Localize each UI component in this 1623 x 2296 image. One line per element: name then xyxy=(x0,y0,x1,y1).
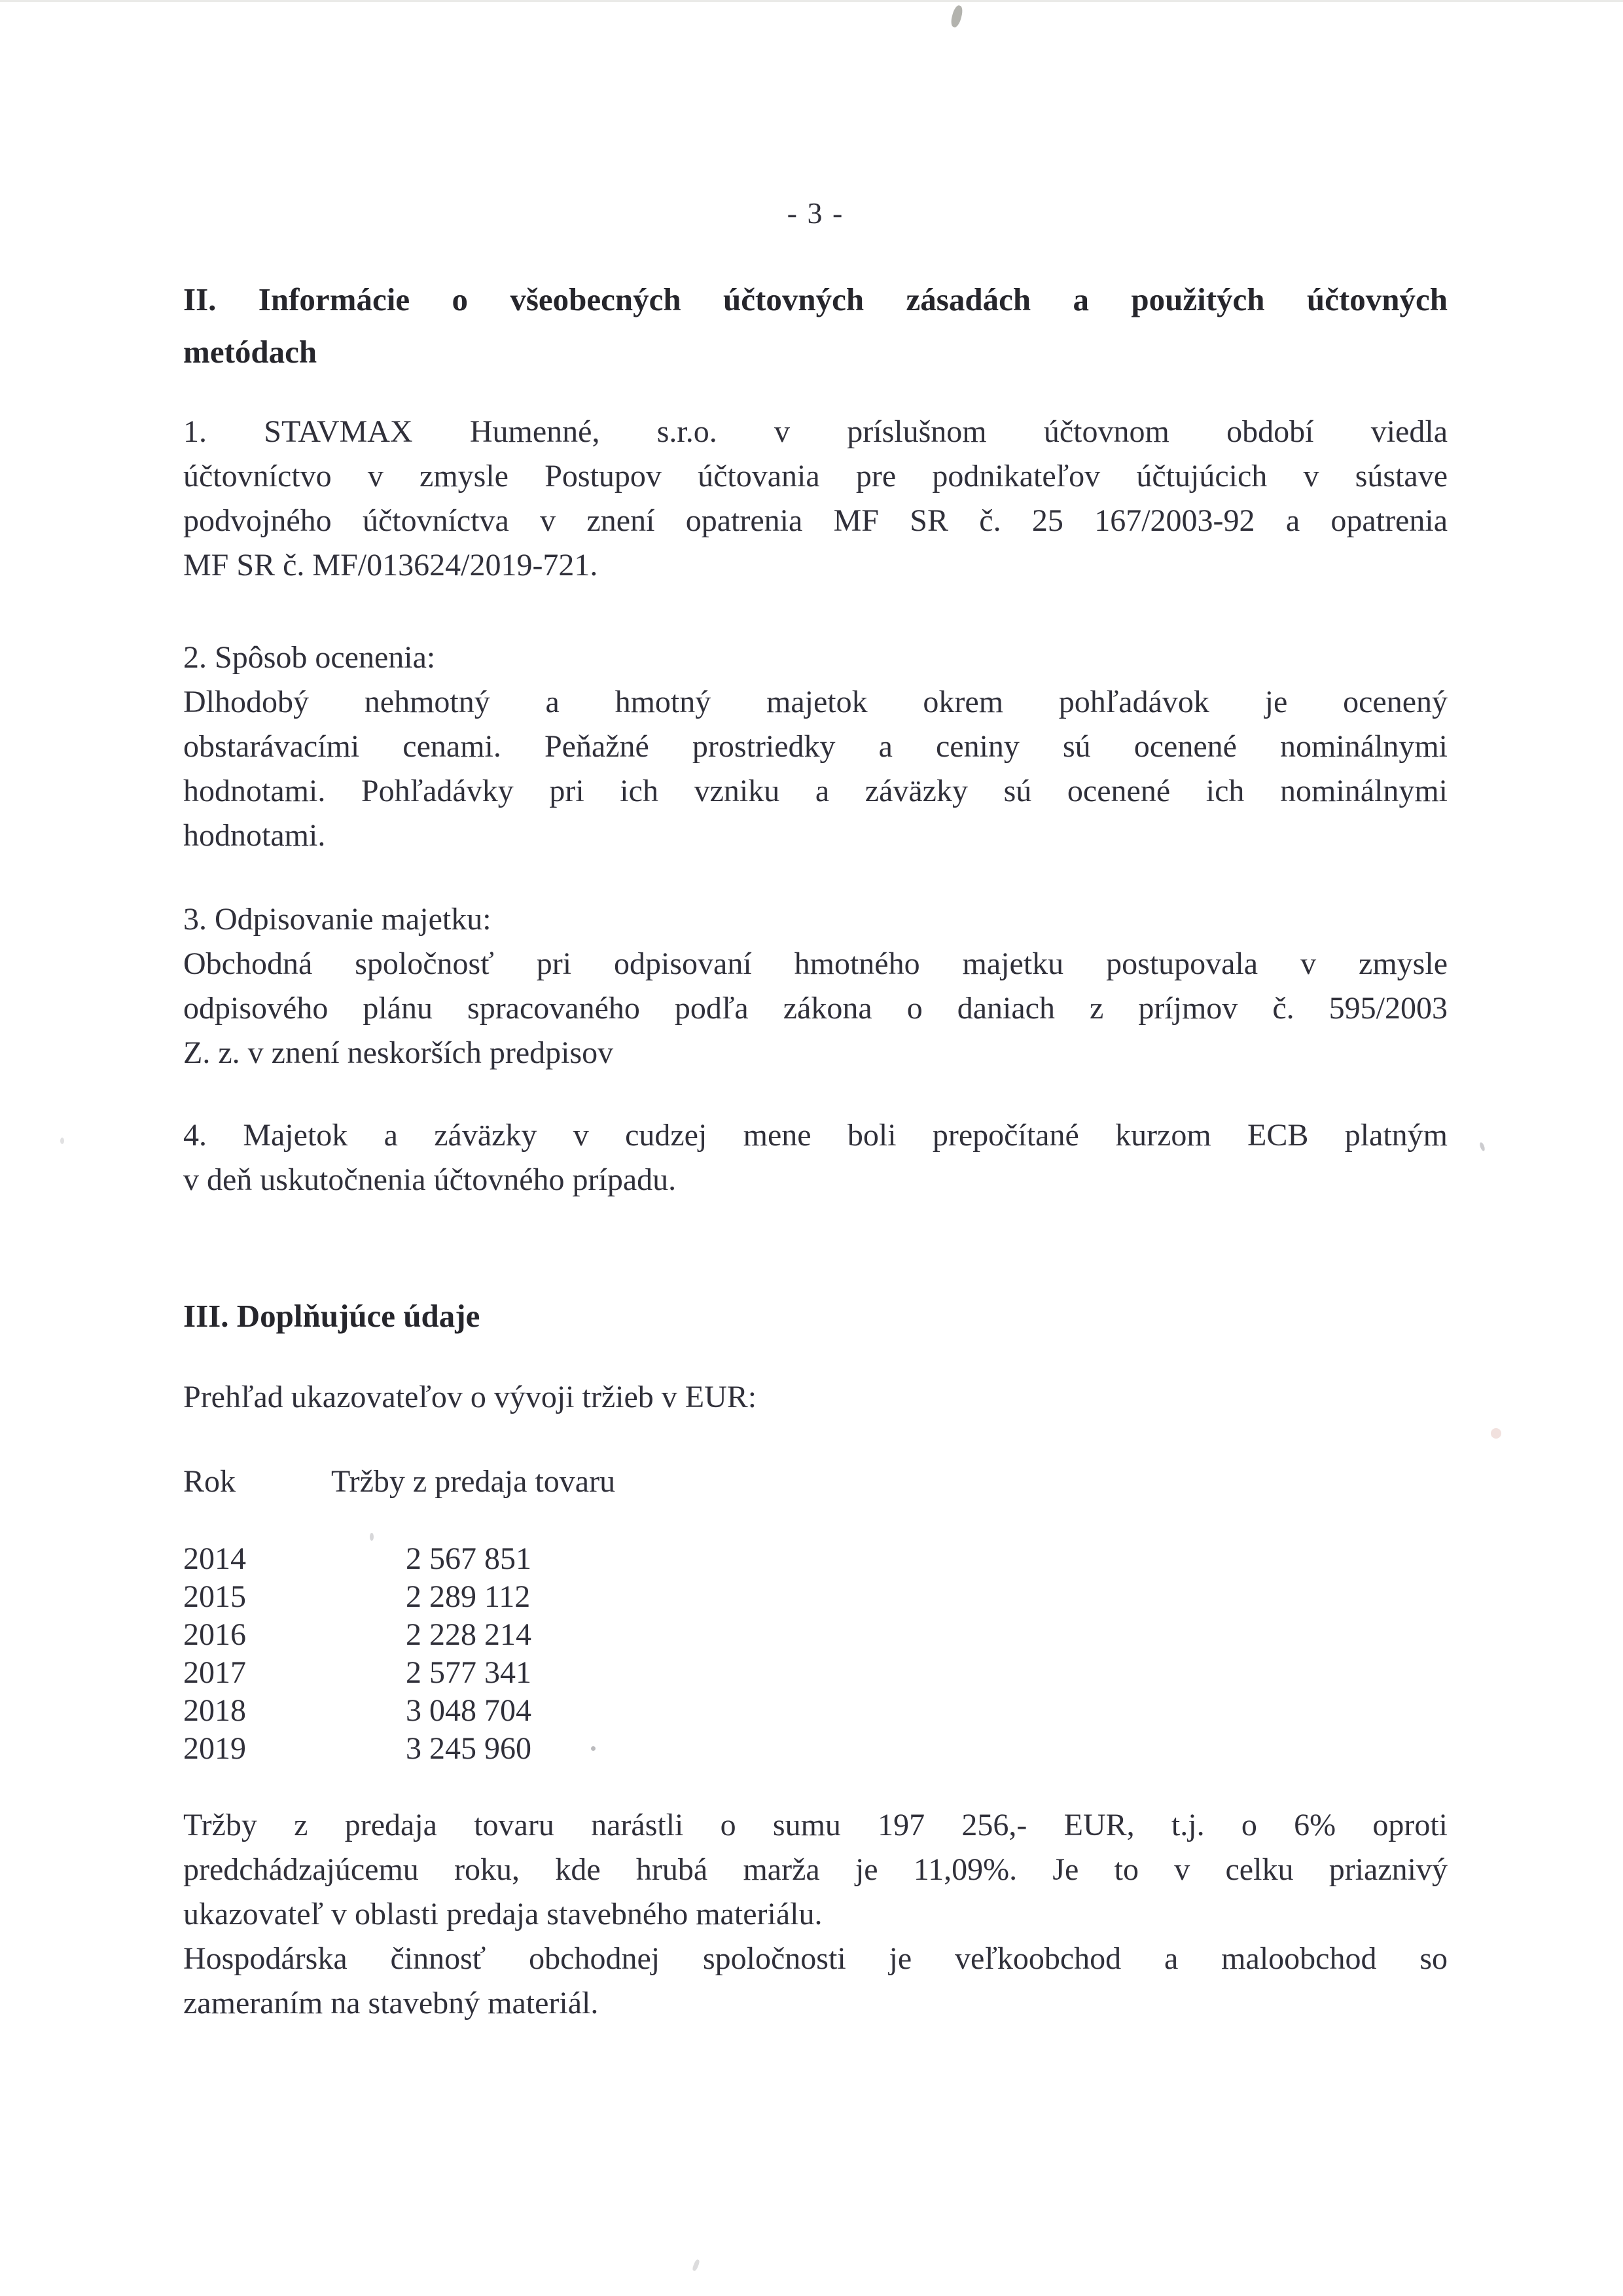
paragraph-business-activity xyxy=(183,1937,1448,2026)
paragraph-foreign-currency xyxy=(183,1113,1448,1202)
paragraph-depreciation xyxy=(183,897,1448,1075)
table-row xyxy=(183,1578,1448,1616)
text-line: MF SR č. MF/013624/2019-721. xyxy=(183,548,598,583)
year-cell: 2018 xyxy=(183,1693,246,1728)
revenue-table xyxy=(183,1463,1448,1768)
text-column xyxy=(183,0,1448,2026)
paragraph-valuation-label: 2. Spôsob ocenenia: xyxy=(183,640,436,675)
text-line: metódach xyxy=(183,334,317,370)
table-row xyxy=(183,1616,1448,1654)
revenue-overview-intro: Prehľad ukazovateľov o vývoji tržieb v EUR: xyxy=(183,1380,757,1414)
revenue-cell: 2 567 851 xyxy=(406,1541,531,1576)
section-iii-heading xyxy=(183,1290,1448,1342)
text-line: Obchodná spoločnosť pri odpisovaní hmotného majetku postupovala v zmysle xyxy=(183,946,1448,981)
paragraph-depreciation-label: 3. Odpisovanie majetku: xyxy=(183,902,491,937)
text-line: Tržby z predaja tovaru narástli o sumu 197 256,- EUR, t.j. o 6% oproti xyxy=(183,1808,1448,1842)
table-row xyxy=(183,1540,1448,1578)
text-line: obstarávacími cenami. Peňažné prostriedky a ceniny sú ocenené nominálnymi xyxy=(183,729,1448,764)
section-iii-heading-text: III. Doplňujúce údaje xyxy=(183,1298,480,1334)
scan-artifact xyxy=(60,1138,64,1144)
column-header-revenue: Tržby z predaja tovaru xyxy=(331,1464,616,1499)
revenue-cell: 2 577 341 xyxy=(406,1655,531,1690)
year-cell: 2015 xyxy=(183,1579,246,1614)
revenue-cell: 2 289 112 xyxy=(406,1579,531,1614)
scan-artifact xyxy=(692,2259,700,2271)
text-line: II. Informácie o všeobecných účtovných zásadách a použitých účtovných xyxy=(183,281,1448,317)
text-line: zameraním na stavebný materiál. xyxy=(183,1986,599,2020)
scan-artifact xyxy=(1491,1428,1501,1439)
revenue-table-body xyxy=(183,1540,1448,1768)
text-line: odpisového plánu spracovaného podľa zákona o daniach z príjmov č. 595/2003 xyxy=(183,991,1448,1026)
year-cell: 2014 xyxy=(183,1541,246,1576)
text-line: podvojného účtovníctva v znení opatrenia MF SR č. 25 167/2003-92 a opatrenia xyxy=(183,503,1448,538)
table-row xyxy=(183,1730,1448,1768)
column-header-year: Rok xyxy=(183,1464,236,1499)
text-line: účtovníctvo v zmysle Postupov účtovania pre podnikateľov účtujúcich v sústave xyxy=(183,459,1448,493)
paragraph-valuation xyxy=(183,636,1448,858)
text-line: 4. Majetok a záväzky v cudzej mene boli prepočítané kurzom ECB platným xyxy=(183,1118,1448,1153)
table-row xyxy=(183,1692,1448,1730)
paragraph-accounting-system xyxy=(183,410,1448,588)
revenue-cell: 2 228 214 xyxy=(406,1617,531,1652)
text-line: hodnotami. xyxy=(183,818,326,853)
text-line: 1. STAVMAX Humenné, s.r.o. v príslušnom účtovnom období viedla xyxy=(183,414,1448,449)
table-row xyxy=(183,1654,1448,1692)
text-line: v deň uskutočnenia účtovného prípadu. xyxy=(183,1162,677,1197)
revenue-table-header xyxy=(183,1463,1448,1501)
scan-artifact xyxy=(1479,1141,1486,1151)
revenue-cell: 3 048 704 xyxy=(406,1693,531,1728)
text-line: predchádzajúcemu roku, kde hrubá marža je 11,09%. Je to v celku priaznivý xyxy=(183,1852,1448,1887)
paragraph-depreciation-body xyxy=(183,942,1448,1075)
section-ii-heading xyxy=(183,274,1448,378)
text-line: Hospodárska činnosť obchodnej spoločnosti je veľkoobchod a maloobchod so xyxy=(183,1941,1448,1976)
paragraph-valuation-body xyxy=(183,680,1448,858)
text-line: ukazovateľ v oblasti predaja stavebného materiálu. xyxy=(183,1897,823,1931)
text-line: hodnotami. Pohľadávky pri ich vzniku a záväzky sú ocenené ich nominálnymi xyxy=(183,774,1448,808)
paragraph-revenue-growth xyxy=(183,1803,1448,1937)
page-number: - 3 - xyxy=(787,196,844,230)
year-cell: 2017 xyxy=(183,1655,246,1690)
text-line: Dlhodobý nehmotný a hmotný majetok okrem pohľadávok je ocenený xyxy=(183,685,1448,719)
year-cell: 2019 xyxy=(183,1731,246,1766)
revenue-cell: 3 245 960 xyxy=(406,1731,531,1766)
year-cell: 2016 xyxy=(183,1617,246,1652)
text-line: Z. z. v znení neskorších predpisov xyxy=(183,1035,614,1070)
